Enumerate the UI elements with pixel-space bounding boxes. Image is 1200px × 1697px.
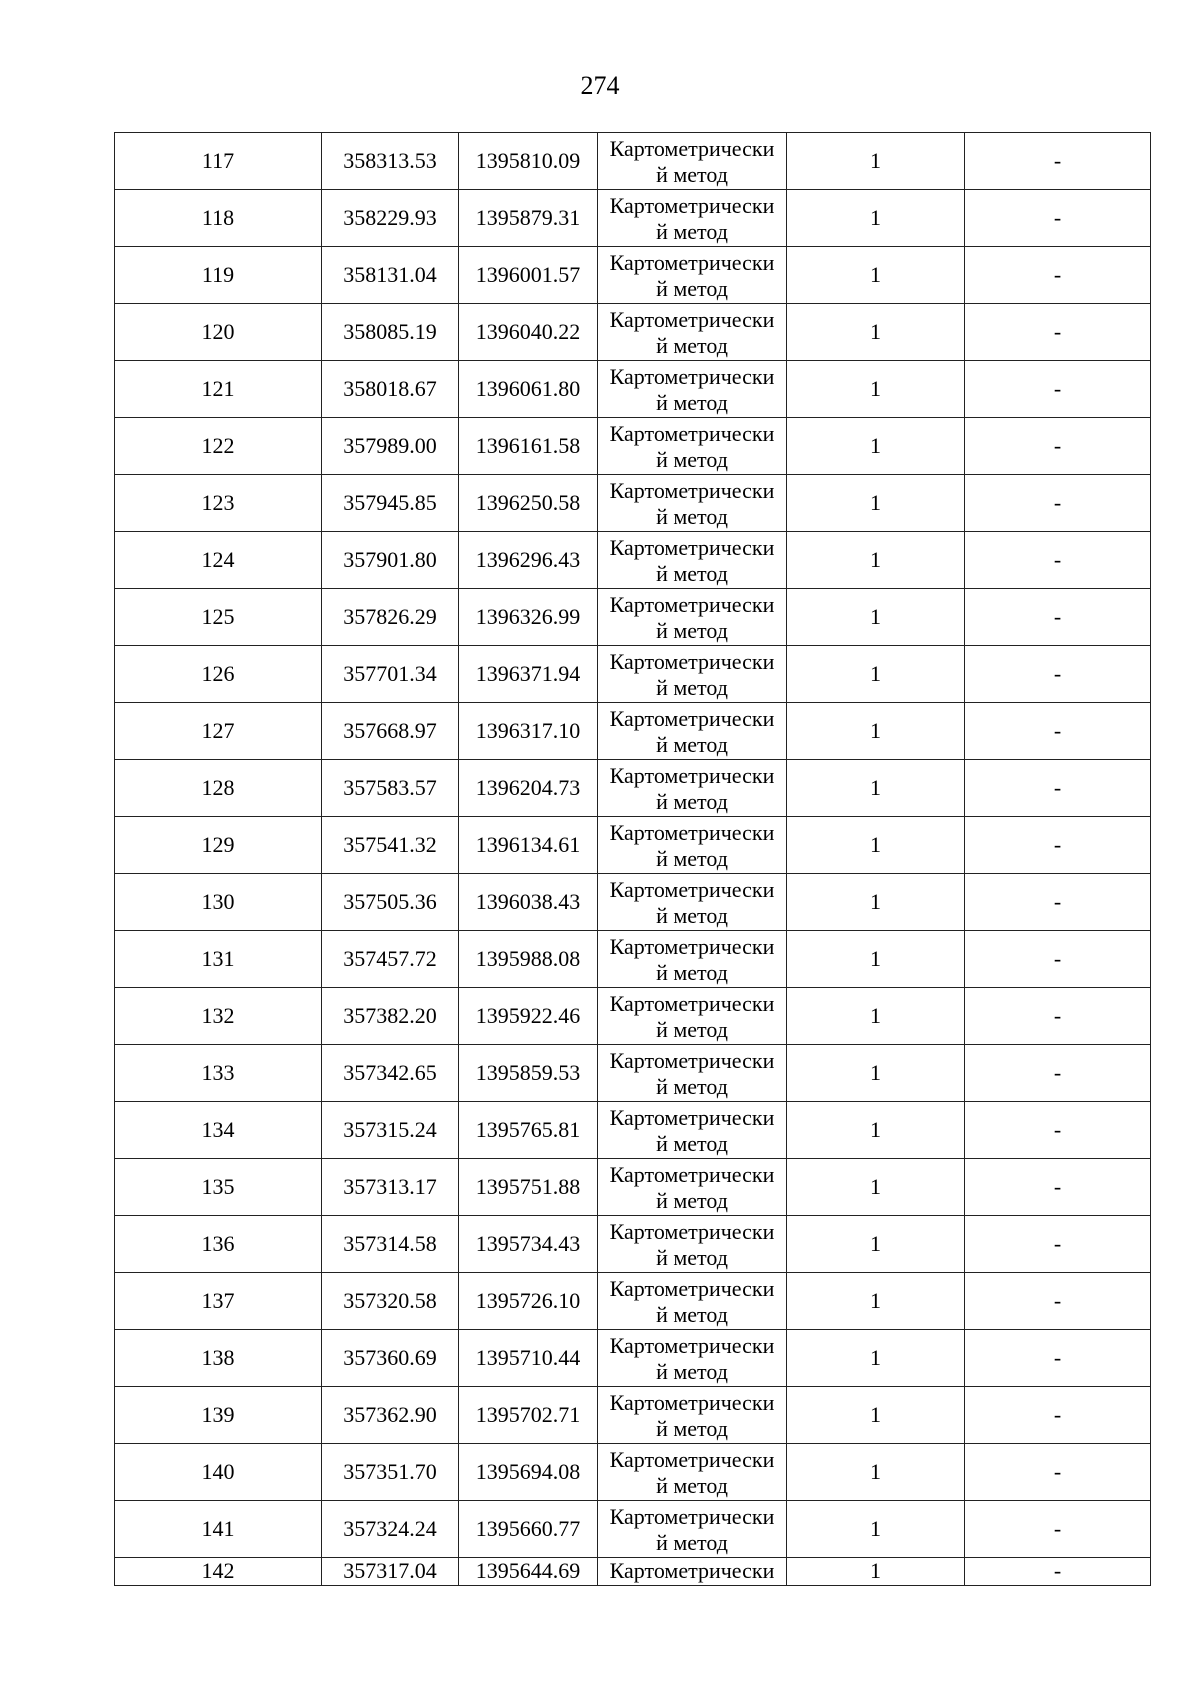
note-cell: - bbox=[965, 418, 1151, 475]
table-row bbox=[115, 190, 1151, 247]
note-cell: - bbox=[965, 1444, 1151, 1501]
accuracy-cell: 1 bbox=[787, 1216, 965, 1273]
method-text-line1: Картометрически bbox=[609, 1275, 775, 1301]
y-coordinate-cell: 1396001.57 bbox=[459, 247, 598, 304]
table-row bbox=[115, 988, 1151, 1045]
method-text-line2: й метод bbox=[656, 617, 728, 643]
point-number-cell: 139 bbox=[115, 1387, 322, 1444]
y-coordinate-cell: 1396317.10 bbox=[459, 703, 598, 760]
accuracy-cell: 1 bbox=[787, 1045, 965, 1102]
table-row bbox=[115, 247, 1151, 304]
y-coordinate-cell: 1396161.58 bbox=[459, 418, 598, 475]
y-coordinate-cell: 1396326.99 bbox=[459, 589, 598, 646]
method-text-line1: Картометрически bbox=[609, 192, 775, 218]
y-coordinate-cell: 1396040.22 bbox=[459, 304, 598, 361]
method-cell bbox=[598, 1159, 787, 1216]
point-number-cell: 127 bbox=[115, 703, 322, 760]
method-text-line2: й метод bbox=[656, 674, 728, 700]
x-coordinate-cell: 357583.57 bbox=[322, 760, 459, 817]
point-number-cell: 141 bbox=[115, 1501, 322, 1558]
point-number-cell: 126 bbox=[115, 646, 322, 703]
table-row bbox=[115, 589, 1151, 646]
method-cell bbox=[598, 1216, 787, 1273]
point-number-cell: 137 bbox=[115, 1273, 322, 1330]
note-cell: - bbox=[965, 532, 1151, 589]
method-text-line2: й метод bbox=[656, 389, 728, 415]
x-coordinate-cell: 357668.97 bbox=[322, 703, 459, 760]
method-text-line1: Картометрически bbox=[609, 1218, 775, 1244]
method-text-line2: й метод bbox=[656, 1358, 728, 1384]
method-cell bbox=[598, 190, 787, 247]
method-text-line2: й метод bbox=[656, 332, 728, 358]
x-coordinate-cell: 357989.00 bbox=[322, 418, 459, 475]
method-cell bbox=[598, 703, 787, 760]
note-cell: - bbox=[965, 817, 1151, 874]
point-number-cell: 133 bbox=[115, 1045, 322, 1102]
note-cell: - bbox=[965, 1501, 1151, 1558]
y-coordinate-cell: 1396134.61 bbox=[459, 817, 598, 874]
method-text-line2: й метод bbox=[656, 218, 728, 244]
method-cell bbox=[598, 418, 787, 475]
accuracy-cell: 1 bbox=[787, 247, 965, 304]
accuracy-cell: 1 bbox=[787, 589, 965, 646]
x-coordinate-cell: 357826.29 bbox=[322, 589, 459, 646]
method-text-line2: й метод bbox=[656, 1073, 728, 1099]
point-number-cell: 121 bbox=[115, 361, 322, 418]
note-cell: - bbox=[965, 874, 1151, 931]
method-text-line2: й метод bbox=[656, 959, 728, 985]
table-row bbox=[115, 1045, 1151, 1102]
method-text-line2: й метод bbox=[656, 446, 728, 472]
accuracy-cell: 1 bbox=[787, 1273, 965, 1330]
method-cell bbox=[598, 817, 787, 874]
method-text-line1: Картометрически bbox=[609, 990, 775, 1016]
note-cell: - bbox=[965, 931, 1151, 988]
accuracy-cell: 1 bbox=[787, 1444, 965, 1501]
method-text-line1: Картометрически bbox=[609, 534, 775, 560]
y-coordinate-cell: 1396038.43 bbox=[459, 874, 598, 931]
accuracy-cell: 1 bbox=[787, 817, 965, 874]
note-cell: - bbox=[965, 1045, 1151, 1102]
point-number-cell: 118 bbox=[115, 190, 322, 247]
table-row bbox=[115, 1330, 1151, 1387]
method-text-line2: й метод bbox=[656, 1187, 728, 1213]
method-text-line2: й метод bbox=[656, 1529, 728, 1555]
point-number-cell: 142 bbox=[115, 1558, 322, 1586]
accuracy-cell: 1 bbox=[787, 874, 965, 931]
note-cell: - bbox=[965, 1387, 1151, 1444]
method-text-line1: Картометрически bbox=[609, 1161, 775, 1187]
point-number-cell: 135 bbox=[115, 1159, 322, 1216]
accuracy-cell: 1 bbox=[787, 1387, 965, 1444]
method-text-line1: Картометрически bbox=[609, 1332, 775, 1358]
table-row bbox=[115, 1558, 1151, 1586]
note-cell: - bbox=[965, 304, 1151, 361]
note-cell: - bbox=[965, 1273, 1151, 1330]
method-text-line1: Картометрически bbox=[609, 1503, 775, 1529]
y-coordinate-cell: 1395694.08 bbox=[459, 1444, 598, 1501]
point-number-cell: 122 bbox=[115, 418, 322, 475]
y-coordinate-cell: 1395810.09 bbox=[459, 133, 598, 190]
note-cell: - bbox=[965, 589, 1151, 646]
x-coordinate-cell: 357541.32 bbox=[322, 817, 459, 874]
accuracy-cell: 1 bbox=[787, 646, 965, 703]
note-cell: - bbox=[965, 1216, 1151, 1273]
method-text-line1: Картометрически bbox=[609, 420, 775, 446]
method-text-line2: й метод bbox=[656, 1130, 728, 1156]
method-text-line2: й метод bbox=[656, 1415, 728, 1441]
method-text-line1: Картометрически bbox=[609, 705, 775, 731]
method-text-line2: й метод bbox=[656, 788, 728, 814]
y-coordinate-cell: 1396061.80 bbox=[459, 361, 598, 418]
accuracy-cell: 1 bbox=[787, 1159, 965, 1216]
note-cell: - bbox=[965, 988, 1151, 1045]
accuracy-cell: 1 bbox=[787, 361, 965, 418]
method-cell bbox=[598, 304, 787, 361]
accuracy-cell: 1 bbox=[787, 133, 965, 190]
accuracy-cell: 1 bbox=[787, 931, 965, 988]
method-cell bbox=[598, 1558, 787, 1586]
method-cell bbox=[598, 1102, 787, 1159]
method-cell bbox=[598, 1273, 787, 1330]
point-number-cell: 130 bbox=[115, 874, 322, 931]
method-cell bbox=[598, 1501, 787, 1558]
accuracy-cell: 1 bbox=[787, 1102, 965, 1159]
x-coordinate-cell: 358085.19 bbox=[322, 304, 459, 361]
accuracy-cell: 1 bbox=[787, 760, 965, 817]
x-coordinate-cell: 358018.67 bbox=[322, 361, 459, 418]
method-text-line1: Картометрически bbox=[609, 876, 775, 902]
x-coordinate-cell: 357314.58 bbox=[322, 1216, 459, 1273]
y-coordinate-cell: 1395710.44 bbox=[459, 1330, 598, 1387]
method-text-line1: Картометрически bbox=[609, 306, 775, 332]
x-coordinate-cell: 358229.93 bbox=[322, 190, 459, 247]
method-text-line1: Картометрически bbox=[609, 1047, 775, 1073]
method-cell bbox=[598, 133, 787, 190]
x-coordinate-cell: 357457.72 bbox=[322, 931, 459, 988]
y-coordinate-cell: 1396296.43 bbox=[459, 532, 598, 589]
y-coordinate-cell: 1396250.58 bbox=[459, 475, 598, 532]
method-cell bbox=[598, 1330, 787, 1387]
method-text-line2: й метод bbox=[656, 503, 728, 529]
table-row bbox=[115, 361, 1151, 418]
point-number-cell: 124 bbox=[115, 532, 322, 589]
x-coordinate-cell: 358313.53 bbox=[322, 133, 459, 190]
y-coordinate-cell: 1396371.94 bbox=[459, 646, 598, 703]
table-row bbox=[115, 1273, 1151, 1330]
method-text-line2: й метод bbox=[656, 161, 728, 187]
x-coordinate-cell: 357317.04 bbox=[322, 1558, 459, 1586]
accuracy-cell: 1 bbox=[787, 703, 965, 760]
note-cell: - bbox=[965, 1558, 1151, 1586]
x-coordinate-cell: 357315.24 bbox=[322, 1102, 459, 1159]
method-cell bbox=[598, 475, 787, 532]
method-cell bbox=[598, 988, 787, 1045]
accuracy-cell: 1 bbox=[787, 418, 965, 475]
point-number-cell: 120 bbox=[115, 304, 322, 361]
point-number-cell: 129 bbox=[115, 817, 322, 874]
y-coordinate-cell: 1395922.46 bbox=[459, 988, 598, 1045]
y-coordinate-cell: 1395660.77 bbox=[459, 1501, 598, 1558]
note-cell: - bbox=[965, 703, 1151, 760]
table-row bbox=[115, 1444, 1151, 1501]
point-number-cell: 138 bbox=[115, 1330, 322, 1387]
coordinates-table-body bbox=[115, 133, 1151, 1586]
x-coordinate-cell: 357320.58 bbox=[322, 1273, 459, 1330]
page-number: 274 bbox=[580, 71, 620, 100]
table-row bbox=[115, 703, 1151, 760]
table-row bbox=[115, 418, 1151, 475]
y-coordinate-cell: 1396204.73 bbox=[459, 760, 598, 817]
accuracy-cell: 1 bbox=[787, 475, 965, 532]
point-number-cell: 134 bbox=[115, 1102, 322, 1159]
x-coordinate-cell: 357342.65 bbox=[322, 1045, 459, 1102]
method-text-line2: й метод bbox=[656, 1016, 728, 1042]
y-coordinate-cell: 1395988.08 bbox=[459, 931, 598, 988]
point-number-cell: 140 bbox=[115, 1444, 322, 1501]
method-text-line2: й метод bbox=[656, 1244, 728, 1270]
point-number-cell: 131 bbox=[115, 931, 322, 988]
y-coordinate-cell: 1395702.71 bbox=[459, 1387, 598, 1444]
method-cell bbox=[598, 589, 787, 646]
method-text-line1: Картометрически bbox=[609, 591, 775, 617]
accuracy-cell: 1 bbox=[787, 988, 965, 1045]
method-cell bbox=[598, 760, 787, 817]
note-cell: - bbox=[965, 190, 1151, 247]
point-number-cell: 119 bbox=[115, 247, 322, 304]
method-text-line2: й метод bbox=[656, 275, 728, 301]
note-cell: - bbox=[965, 247, 1151, 304]
method-text-line2: й метод bbox=[656, 731, 728, 757]
accuracy-cell: 1 bbox=[787, 304, 965, 361]
table-row bbox=[115, 874, 1151, 931]
x-coordinate-cell: 357351.70 bbox=[322, 1444, 459, 1501]
table-row bbox=[115, 1159, 1151, 1216]
method-cell bbox=[598, 1045, 787, 1102]
table-row bbox=[115, 1102, 1151, 1159]
note-cell: - bbox=[965, 760, 1151, 817]
y-coordinate-cell: 1395734.43 bbox=[459, 1216, 598, 1273]
table-row bbox=[115, 1501, 1151, 1558]
method-text-line1: Картометрически bbox=[609, 477, 775, 503]
y-coordinate-cell: 1395765.81 bbox=[459, 1102, 598, 1159]
point-number-cell: 125 bbox=[115, 589, 322, 646]
method-text-line1: Картометрически bbox=[609, 1558, 775, 1583]
table-row bbox=[115, 133, 1151, 190]
method-text-line2: й метод bbox=[656, 560, 728, 586]
y-coordinate-cell: 1395859.53 bbox=[459, 1045, 598, 1102]
method-cell bbox=[598, 361, 787, 418]
note-cell: - bbox=[965, 646, 1151, 703]
method-cell bbox=[598, 931, 787, 988]
method-text-line1: Картометрически bbox=[609, 819, 775, 845]
method-cell bbox=[598, 247, 787, 304]
table-row bbox=[115, 760, 1151, 817]
y-coordinate-cell: 1395751.88 bbox=[459, 1159, 598, 1216]
y-coordinate-cell: 1395644.69 bbox=[459, 1558, 598, 1586]
method-cell bbox=[598, 532, 787, 589]
method-text-line1: Картометрически bbox=[609, 1446, 775, 1472]
accuracy-cell: 1 bbox=[787, 1558, 965, 1586]
note-cell: - bbox=[965, 1330, 1151, 1387]
point-number-cell: 136 bbox=[115, 1216, 322, 1273]
y-coordinate-cell: 1395726.10 bbox=[459, 1273, 598, 1330]
x-coordinate-cell: 357382.20 bbox=[322, 988, 459, 1045]
table-row bbox=[115, 817, 1151, 874]
method-text-line1: Картометрически bbox=[609, 1104, 775, 1130]
x-coordinate-cell: 357945.85 bbox=[322, 475, 459, 532]
method-cell bbox=[598, 874, 787, 931]
table-row bbox=[115, 475, 1151, 532]
point-number-cell: 117 bbox=[115, 133, 322, 190]
point-number-cell: 128 bbox=[115, 760, 322, 817]
x-coordinate-cell: 357362.90 bbox=[322, 1387, 459, 1444]
point-number-cell: 123 bbox=[115, 475, 322, 532]
method-text-line1: Картометрически bbox=[609, 135, 775, 161]
note-cell: - bbox=[965, 1159, 1151, 1216]
accuracy-cell: 1 bbox=[787, 532, 965, 589]
table-row bbox=[115, 532, 1151, 589]
method-text-line2: й метод bbox=[656, 845, 728, 871]
method-text-line2: й метод bbox=[656, 1472, 728, 1498]
accuracy-cell: 1 bbox=[787, 190, 965, 247]
note-cell: - bbox=[965, 1102, 1151, 1159]
table-row bbox=[115, 1216, 1151, 1273]
method-text-line1: Картометрически bbox=[609, 648, 775, 674]
table-row bbox=[115, 646, 1151, 703]
x-coordinate-cell: 357324.24 bbox=[322, 1501, 459, 1558]
accuracy-cell: 1 bbox=[787, 1501, 965, 1558]
x-coordinate-cell: 357313.17 bbox=[322, 1159, 459, 1216]
method-text-line2: й метод bbox=[656, 1301, 728, 1327]
table-row bbox=[115, 1387, 1151, 1444]
method-text-line1: Картометрически bbox=[609, 762, 775, 788]
note-cell: - bbox=[965, 361, 1151, 418]
point-number-cell: 132 bbox=[115, 988, 322, 1045]
table-row bbox=[115, 931, 1151, 988]
accuracy-cell: 1 bbox=[787, 1330, 965, 1387]
note-cell: - bbox=[965, 133, 1151, 190]
x-coordinate-cell: 357505.36 bbox=[322, 874, 459, 931]
x-coordinate-cell: 357901.80 bbox=[322, 532, 459, 589]
method-text-line1: Картометрически bbox=[609, 363, 775, 389]
x-coordinate-cell: 357360.69 bbox=[322, 1330, 459, 1387]
coordinates-table bbox=[114, 132, 1151, 1586]
method-cell bbox=[598, 646, 787, 703]
method-text-line1: Картометрически bbox=[609, 1389, 775, 1415]
method-text-line1: Картометрически bbox=[609, 933, 775, 959]
method-text-line2: й метод bbox=[656, 902, 728, 928]
x-coordinate-cell: 357701.34 bbox=[322, 646, 459, 703]
x-coordinate-cell: 358131.04 bbox=[322, 247, 459, 304]
method-cell bbox=[598, 1444, 787, 1501]
method-cell bbox=[598, 1387, 787, 1444]
method-text-line1: Картометрически bbox=[609, 249, 775, 275]
note-cell: - bbox=[965, 475, 1151, 532]
y-coordinate-cell: 1395879.31 bbox=[459, 190, 598, 247]
table-row bbox=[115, 304, 1151, 361]
